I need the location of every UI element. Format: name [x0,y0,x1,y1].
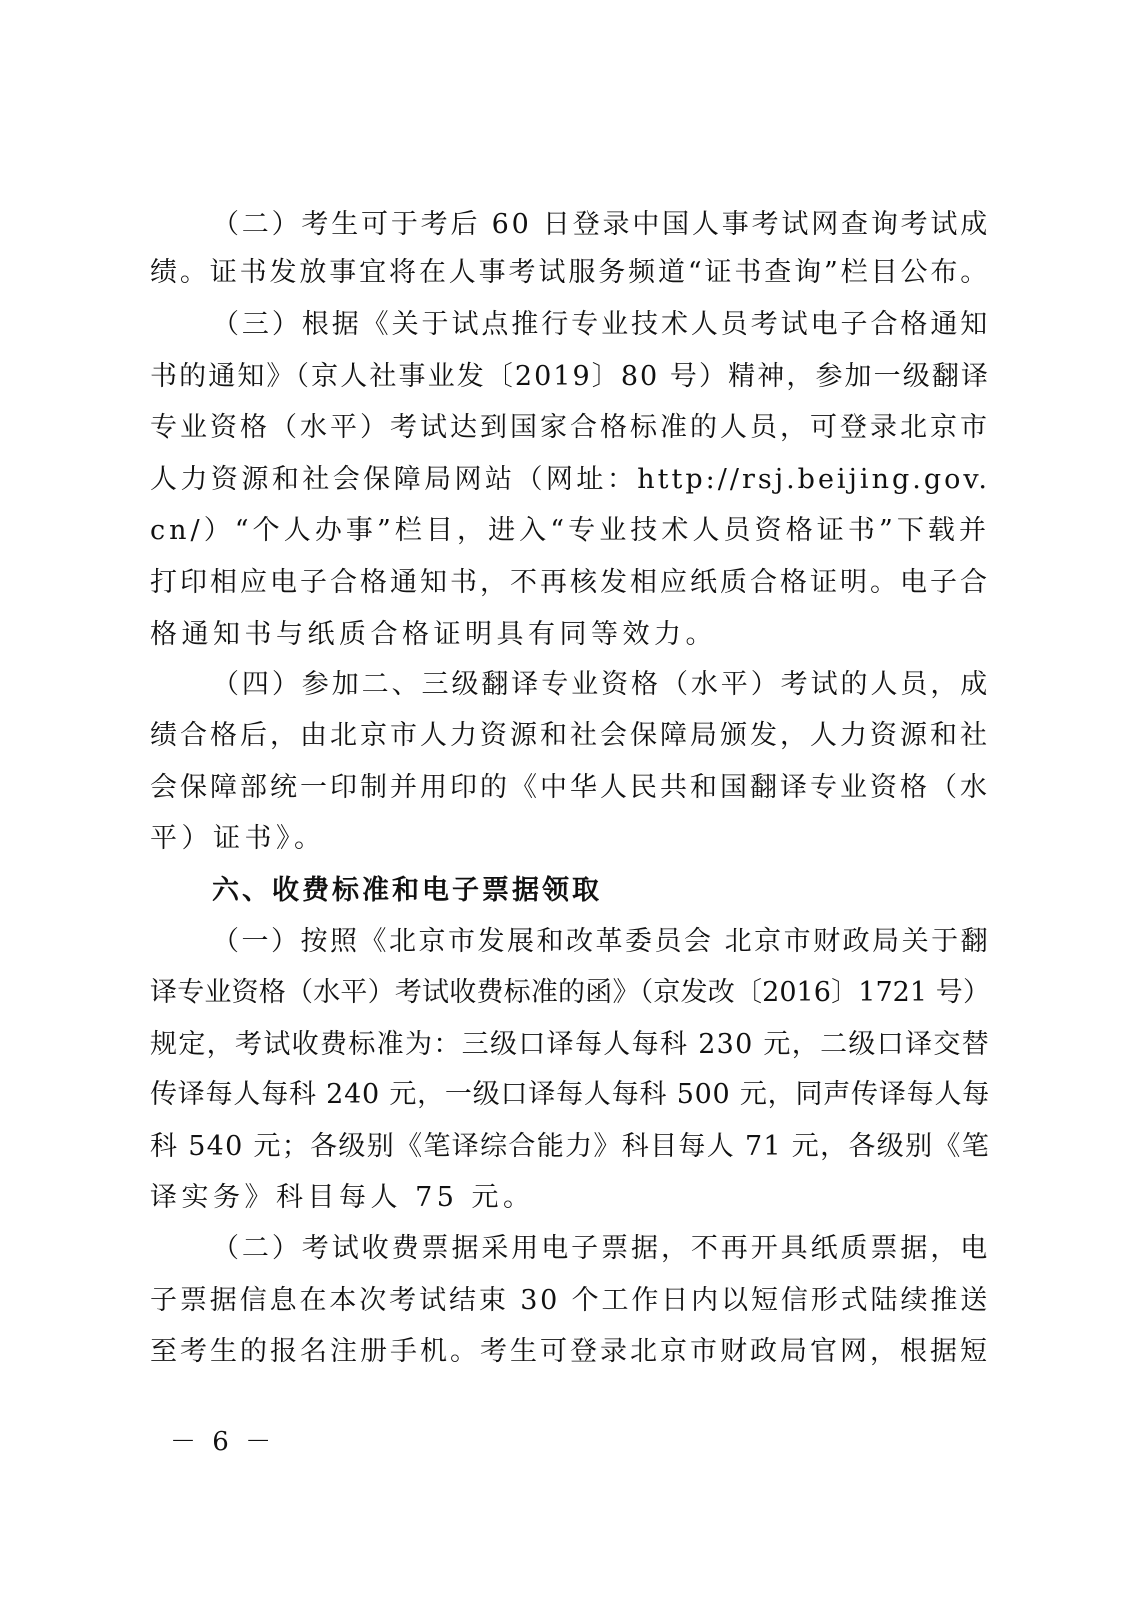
text-line-5: 专业资格（水平）考试达到国家合格标准的人员，可登录北京市 [150,412,990,443]
text-line-3: （三）根据《关于试点推行专业技术人员考试电子合格通知 [212,309,990,340]
text-line-18: 传译每人每科 240 元，一级口译每人每科 500 元，同声传译每人每 [150,1079,990,1110]
section-heading: 六、收费标准和电子票据领取 [212,875,602,906]
page-number: － 6 － [170,1427,276,1457]
text-line-8: 打印相应电子合格通知书，不再核发相应纸质合格证明。电子合 [150,567,990,598]
text-line-22: 子票据信息在本次考试结束 30 个工作日内以短信形式陆续推送 [150,1285,990,1316]
text-line-21: （二）考试收费票据采用电子票据，不再开具纸质票据，电 [212,1233,990,1264]
text-line-11: 绩合格后，由北京市人力资源和社会保障局颁发，人力资源和社 [150,720,990,751]
text-line-16: 译专业资格（水平）考试收费标准的函》（京发改〔2016〕1721 号） [150,977,990,1008]
text-line-2: 绩。证书发放事宜将在人事考试服务频道“证书查询”栏目公布。 [150,257,990,288]
text-line-6: 人力资源和社会保障局网站（网址：http://rsj.beijing.gov. [150,464,990,495]
text-line-15: （一）按照《北京市发展和改革委员会 北京市财政局关于翻 [212,926,991,957]
text-line-4: 书的通知》（京人社事业发〔2019〕80 号）精神，参加一级翻译 [150,361,990,392]
text-line-23: 至考生的报名注册手机。考生可登录北京市财政局官网，根据短 [150,1336,990,1367]
text-line-7: cn/）“个人办事”栏目，进入“专业技术人员资格证书”下载并 [150,515,990,546]
text-line-19: 科 540 元；各级别《笔译综合能力》科目每人 71 元，各级别《笔 [150,1131,990,1162]
text-line-20: 译实务》科目每人 75 元。 [150,1182,535,1213]
text-line-13: 平）证书》。 [150,823,326,854]
text-line-12: 会保障部统一印制并用印的《中华人民共和国翻译专业资格（水 [150,772,990,803]
text-line-10: （四）参加二、三级翻译专业资格（水平）考试的人员，成 [212,669,990,700]
text-line-1: （二）考生可于考后 60 日登录中国人事考试网查询考试成 [212,209,990,240]
text-line-9: 格通知书与纸质合格证明具有同等效力。 [150,619,717,650]
text-line-17: 规定，考试收费标准为：三级口译每人每科 230 元，二级口译交替 [150,1029,990,1060]
